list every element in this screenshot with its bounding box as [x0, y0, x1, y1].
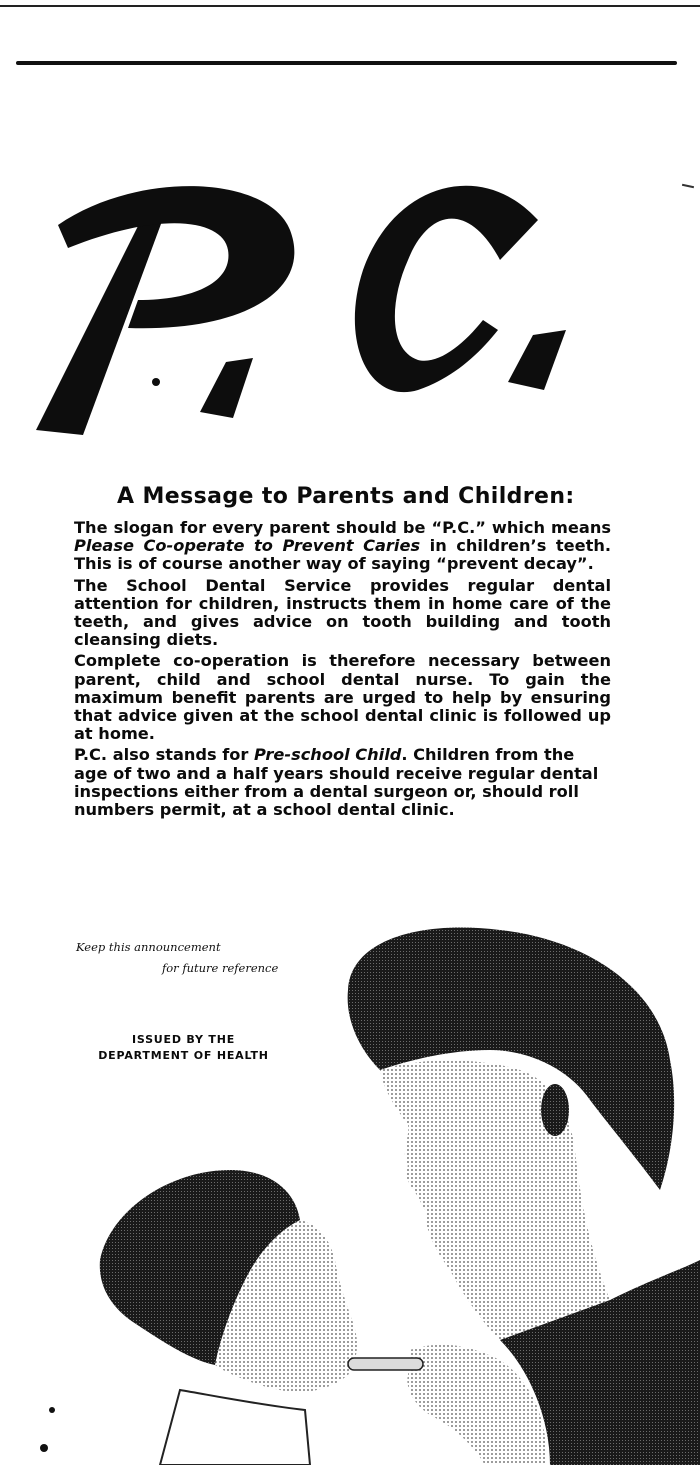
issued-by-line-2: DEPARTMENT OF HEALTH	[98, 1049, 269, 1062]
slogan-expansion: Please Co-operate to Prevent Caries	[74, 536, 421, 556]
child-collar	[160, 1390, 310, 1465]
message-body	[74, 519, 611, 822]
print-speck-2	[40, 1444, 48, 1452]
pc-logo	[28, 150, 608, 450]
logo-speck	[152, 378, 160, 386]
pre-school-child-phrase: Pre-school Child	[254, 745, 402, 765]
paragraph-pre-school: P.C. also stands for Pre-school Child. Children from the age of two and a half years should receive regular dental inspections either from a dental surgeon or, should roll numbers permit, at a school dental clinic.	[74, 745, 599, 820]
paragraph-slogan: The slogan for every parent should be “P.C.” which means Please Co-operate to Prevent Caries in children’s teeth. This is of course another way of saying “prevent decay”.	[74, 518, 611, 574]
logo-period-2	[508, 330, 566, 390]
message-heading: A Message to Parents and Children:	[117, 484, 575, 509]
print-speck-1	[49, 1407, 55, 1413]
mother-face	[380, 1061, 610, 1340]
logo-period-1	[200, 358, 253, 418]
logo-c	[355, 186, 538, 392]
paragraph-dental-service: The School Dental Service provides regular dental attention for children, instructs them in home care of the teeth, and gives advice on tooth building and tooth cleansing diets.	[74, 575, 611, 650]
print-speck	[682, 184, 694, 188]
paragraph-cooperation: Complete co-operation is therefore necessary between parent, child and school dental nurse. To gain the maximum benefit parents are urged to help by ensuring that advice given at the school dental clinic is followed up at home.	[74, 651, 611, 744]
header-rule	[16, 61, 677, 65]
issued-by-line-1: ISSUED BY THE	[131, 1033, 236, 1046]
top-border-line	[0, 5, 700, 7]
mother-ear	[541, 1084, 569, 1136]
keep-note-line-2: for future reference	[162, 961, 279, 975]
keep-note-line-1: Keep this announcement	[76, 940, 221, 954]
logo-p-bowl	[58, 186, 294, 328]
mother-child-illustration	[30, 920, 700, 1465]
spatula	[348, 1358, 423, 1370]
